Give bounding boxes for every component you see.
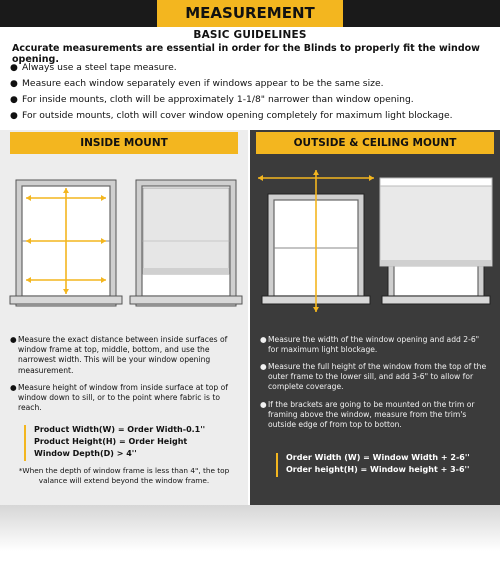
accent-bar [276,453,278,477]
bullet-icon: ● [10,95,18,105]
accent-bar [24,425,26,461]
bullet-icon: ● [260,400,267,409]
bullet-icon: ● [260,335,267,344]
bullet-icon: ● [10,63,18,73]
inside-mount-title: INSIDE MOUNT [10,132,238,154]
list-item: ● Always use a steel tape measure. [10,60,490,76]
bottom-fade [0,505,500,571]
outside-mount-illustration [250,160,500,320]
bullet-icon: ● [10,335,17,344]
bullet-icon: ● [260,362,267,371]
outside-formula: Order Width (W) = Window Width + 2-6'' Order height(H) = Window height + 3-6'' [276,452,496,476]
inside-step: ● Measure the exact distance between inside surfaces of window frame at top, middle, bottom, and use the narrowest width. This will be your window opening measurement. [10,335,228,375]
list-item: ● For outside mounts, cloth will cover window opening completely for maximum light blockage. [10,108,490,124]
page-title: MEASUREMENT [157,0,343,27]
window-blind-icon [380,178,492,304]
bullet-icon: ● [10,111,18,121]
list-item: ● Measure each window separately even if windows appear to be the same size. [10,76,490,92]
outside-step: ● Measure the width of the window opening and add 2-6" for maximum light blockage. [260,335,480,355]
window-measure-icon [10,180,122,306]
bullet-icon: ● [10,79,18,89]
window-blind-icon [130,180,242,306]
guidelines-title: BASIC GUIDELINES [193,29,307,41]
inside-step: ● Measure height of window from inside surface at top of window down to sill, or to the point where fabric is to reach. [10,383,228,413]
inside-note: *When the depth of window frame is less than 4", the top valance will extend beyond the window frame. [18,466,230,485]
bullet-icon: ● [10,383,17,392]
outside-mount-title: OUTSIDE & CEILING MOUNT [256,132,494,154]
guidelines-lead: Accurate measurements are essential in order for the Blinds to properly fit the window opening. [12,43,480,65]
list-item: ● For inside mounts, cloth will be approximately 1-1/8" narrower than window opening. [10,92,490,108]
inside-mount-illustration [0,160,248,320]
window-measure-icon [258,170,374,312]
outside-step: ● Measure the full height of the window from the top of the outer frame to the lower sill, and add 3-6" to allow for complete coverage. [260,362,487,392]
guidelines-list [10,60,490,124]
inside-formula: Product Width(W) = Order Width-0.1'' Product Height(H) = Order Height Window Depth(D) > 4'' [24,424,239,460]
outside-step: ● If the brackets are going to be mounted on the trim or framing above the window, measure from the trim's outside edge of from top to botton. [260,400,475,430]
